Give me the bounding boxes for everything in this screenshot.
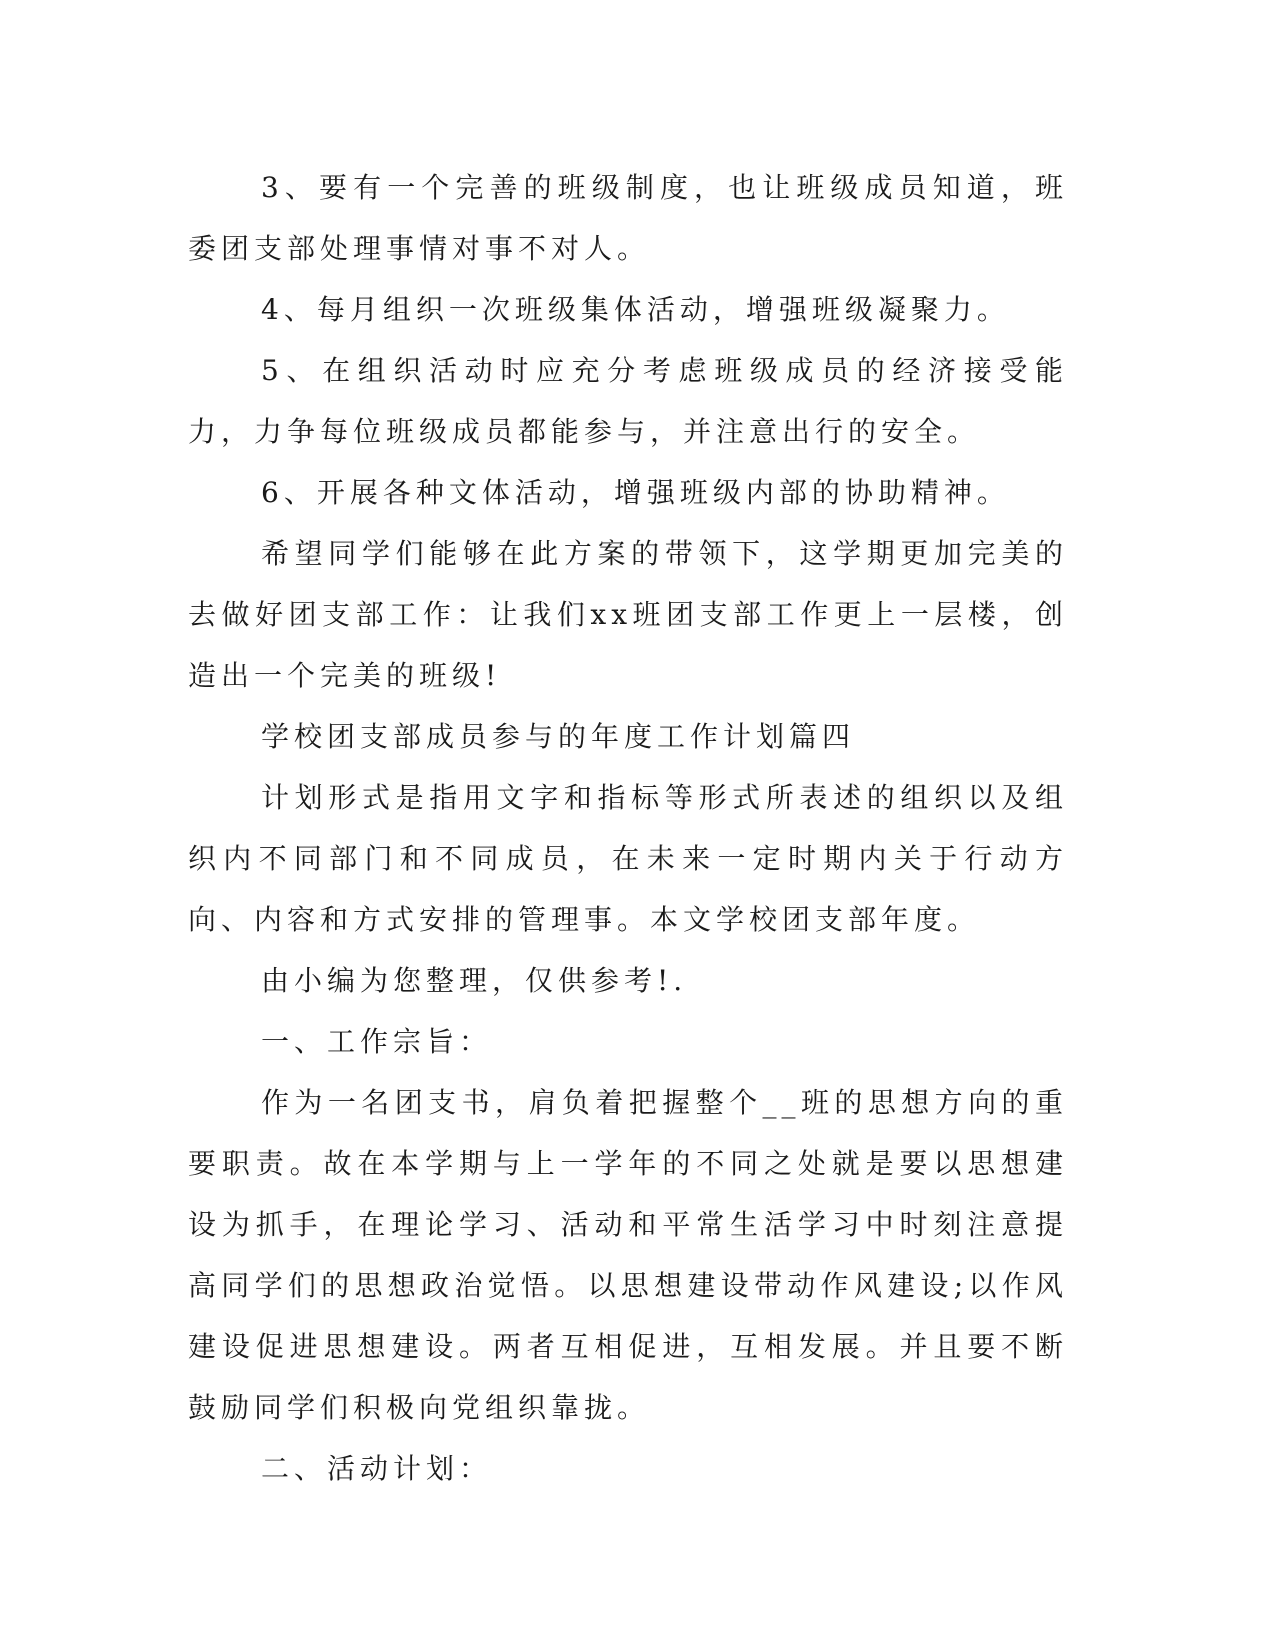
paragraph-note: 由小编为您整理，仅供参考!. bbox=[261, 964, 688, 997]
paragraph-purpose-body: 作为一名团支书，肩负着把握整个__班的思想方向的重要职责。故在本学期与上一学年的不同之处就是要以思想建设为抓手，在理论学习、活动和平常生活学习中时刻注意提高同学们的思想政治觉悟。以思想建设带动作风建设;以作风建设促进思想建设。两者互相促进，互相发展。并且要不断鼓励同学们积极向党组织靠拢。 bbox=[188, 1086, 1068, 1424]
paragraph-intro: 计划形式是指用文字和指标等形式所表述的组织以及组织内不同部门和不同成员，在未来一定时期内关于行动方向、内容和方式安排的管理事。本文学校团支部年度。 bbox=[188, 781, 1068, 936]
paragraph-item-5: 5、在组织活动时应充分考虑班级成员的经济接受能力，力争每位班级成员都能参与，并注意出行的安全。 bbox=[188, 354, 1068, 448]
heading-work-purpose: 一、工作宗旨： bbox=[261, 1025, 493, 1058]
document-body bbox=[188, 157, 1068, 1499]
heading-activity-plan: 二、活动计划： bbox=[261, 1452, 493, 1485]
paragraph-hope: 希望同学们能够在此方案的带领下，这学期更加完美的去做好团支部工作：让我们xx班团支部工作更上一层楼，创造出一个完美的班级! bbox=[188, 537, 1068, 692]
paragraph-item-4: 4、每月组织一次班级集体活动，增强班级凝聚力。 bbox=[261, 293, 1010, 326]
paragraph-item-6: 6、开展各种文体活动，增强班级内部的协助精神。 bbox=[261, 476, 1010, 509]
paragraph-item-3: 3、要有一个完善的班级制度，也让班级成员知道，班委团支部处理事情对事不对人。 bbox=[188, 171, 1068, 265]
section-heading: 学校团支部成员参与的年度工作计划篇四 bbox=[261, 720, 856, 753]
